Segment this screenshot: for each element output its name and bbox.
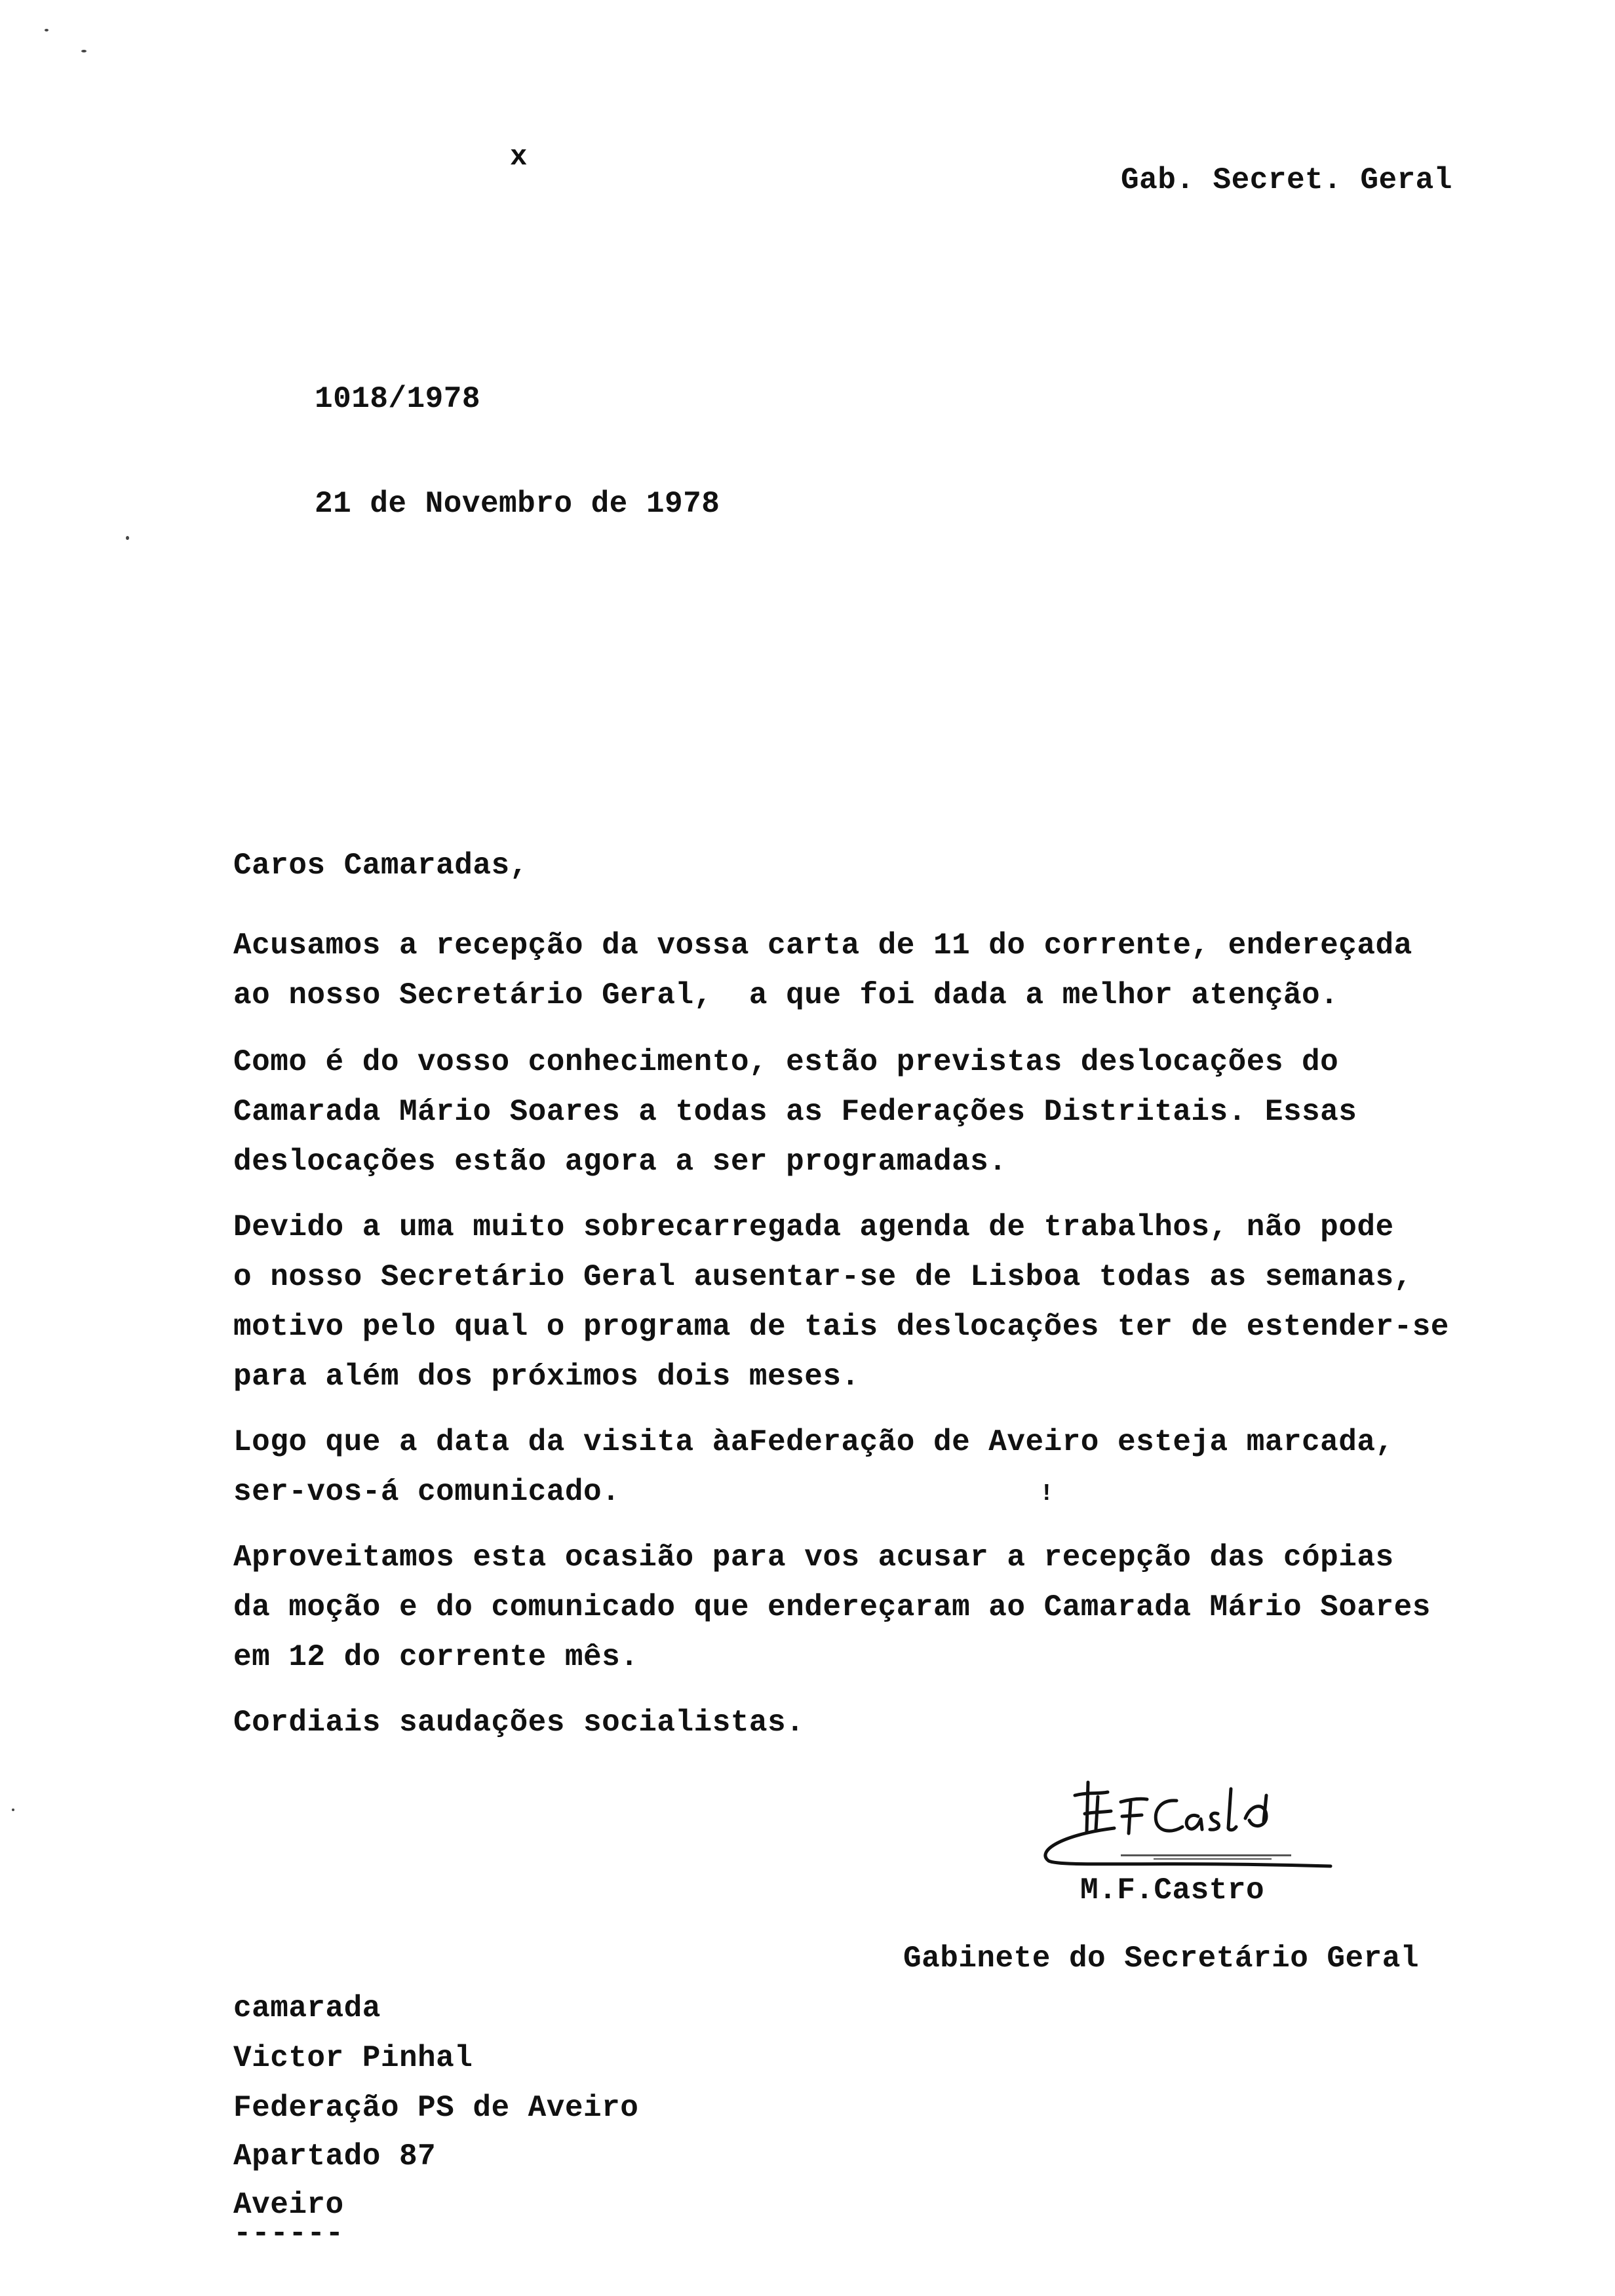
salutation: Caros Camaradas, xyxy=(233,849,528,883)
body-line: motivo pelo qual o programa de tais deslocações ter de estender-se xyxy=(233,1310,1449,1344)
handwritten-signature xyxy=(1022,1756,1363,1881)
signatory-name: M.F.Castro xyxy=(1080,1873,1265,1907)
scan-speck xyxy=(12,1808,14,1811)
scan-speck xyxy=(81,50,87,52)
body-line: para além dos próximos dois meses. xyxy=(233,1360,860,1394)
body-line: Acusamos a recepção da vossa carta de 11 do corrente, endereçada xyxy=(233,928,1412,963)
recipient-line: Federação PS de Aveiro xyxy=(233,2091,639,2125)
body-line: em 12 do corrente mês. xyxy=(233,1640,639,1674)
body-line: Devido a uma muito sobrecarregada agenda de trabalhos, não pode xyxy=(233,1210,1394,1244)
recipient-line: Aveiro xyxy=(233,2188,344,2222)
scan-speck xyxy=(45,29,49,31)
body-line: deslocações estão agora a ser programadas. xyxy=(233,1145,1007,1179)
recipient-line: Victor Pinhal xyxy=(233,2041,473,2075)
signatory-office: Gabinete do Secretário Geral xyxy=(903,1942,1419,1976)
header-mark: x xyxy=(510,141,528,174)
scan-speck xyxy=(126,536,129,540)
stray-mark: ! xyxy=(1040,1480,1055,1507)
office-header: Gab. Secret. Geral xyxy=(1121,163,1452,197)
letter-date: 21 de Novembro de 1978 xyxy=(315,487,720,521)
body-line: Como é do vosso conhecimento, estão previstas deslocações do xyxy=(233,1045,1339,1079)
recipient-line: camarada xyxy=(233,1991,381,2025)
recipient-underline: ------ xyxy=(233,2217,344,2251)
body-line: ser-vos-á comunicado. xyxy=(233,1475,621,1509)
body-line: da moção e do comunicado que endereçaram ao Camarada Mário Soares xyxy=(233,1590,1431,1624)
closing-line: Cordiais saudações socialistas. xyxy=(233,1706,805,1740)
body-line: o nosso Secretário Geral ausentar-se de Lisboa todas as semanas, xyxy=(233,1260,1412,1294)
recipient-line: Apartado 87 xyxy=(233,2139,437,2173)
body-line: Logo que a data da visita àaFederação de Aveiro esteja marcada, xyxy=(233,1425,1394,1459)
body-line: Aproveitamos esta ocasião para vos acusar a recepção das cópias xyxy=(233,1540,1394,1575)
body-line: ao nosso Secretário Geral, a que foi dada a melhor atenção. xyxy=(233,978,1339,1012)
body-line: Camarada Mário Soares a todas as Federações Distritais. Essas xyxy=(233,1095,1357,1129)
reference-number: 1018/1978 xyxy=(315,382,480,416)
